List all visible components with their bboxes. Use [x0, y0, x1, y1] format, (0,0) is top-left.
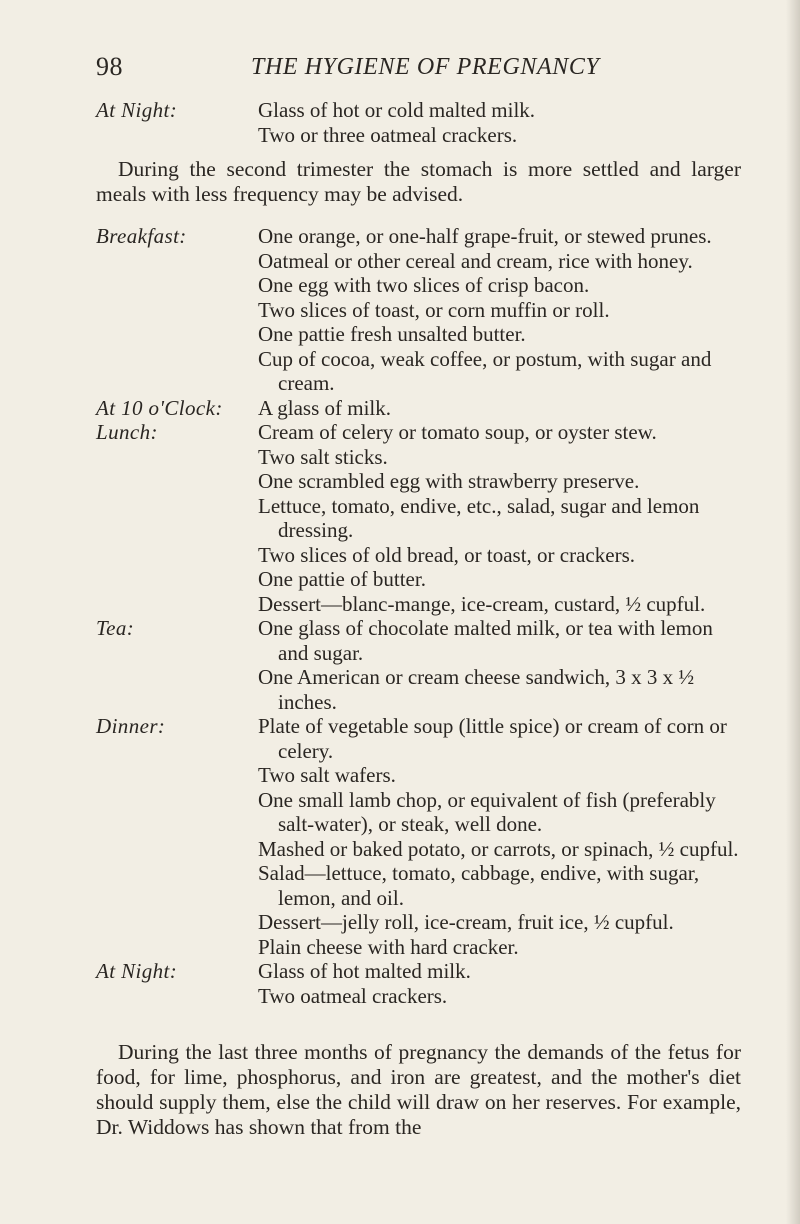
menu-item: One scrambled egg with strawberry preserve.: [258, 469, 640, 493]
menu-item: Two salt sticks.: [258, 444, 388, 469]
meal-items: [258, 396, 741, 421]
meal-items: [258, 420, 741, 616]
running-title: THE HYGIENE OF PREGNANCY: [251, 54, 600, 80]
menu-item: One small lamb chop, or equivalent of fish (preferably salt-water), or steak, well done.: [258, 787, 716, 836]
meal-breakfast: [96, 224, 741, 396]
meal-items: [258, 616, 741, 714]
menu-item: One egg with two slices of crisp bacon.: [258, 273, 590, 297]
page-edge-shadow: [786, 0, 800, 1224]
menu-item: Two oatmeal crackers.: [258, 983, 448, 1008]
menu-item: Cream of celery or tomato soup, or oyster stew.: [258, 420, 657, 444]
menu-item: Cup of cocoa, weak coffee, or postum, with sugar and cream.: [258, 346, 712, 395]
top-meal-block: [96, 98, 741, 147]
menu-item: Salad—lettuce, tomato, cabbage, endive, with sugar, lemon, and oil.: [258, 861, 700, 910]
menu-item: Two salt wafers.: [258, 763, 396, 787]
menu-block: [96, 224, 741, 1008]
meal-label: Breakfast:: [96, 224, 187, 248]
meal-tea: [96, 616, 741, 714]
meal-dinner: [96, 714, 741, 959]
menu-item: One orange, or one-half grape-fruit, or stewed prunes.: [258, 224, 712, 248]
meal-label: At 10 o'Clock:: [96, 395, 223, 420]
menu-item: One glass of chocolate malted milk, or tea with lemon and sugar.: [258, 616, 713, 665]
meal-label: At Night:: [96, 98, 178, 122]
menu-item: One pattie fresh unsalted butter.: [258, 322, 526, 346]
meal-label: At Night:: [96, 959, 178, 983]
menu-item: Glass of hot malted milk.: [258, 959, 471, 983]
meal-label: Tea:: [96, 616, 135, 640]
intro-paragraph: During the second trimester the stomach is more settled and larger meals with less frequency may be advised.: [96, 157, 741, 206]
menu-item: Two slices of old bread, or toast, or crackers.: [258, 542, 635, 567]
menu-item: Two or three oatmeal crackers.: [258, 122, 518, 147]
menu-item: One pattie of butter.: [258, 567, 426, 591]
menu-item: Plate of vegetable soup (little spice) or cream of corn or celery.: [258, 714, 727, 763]
menu-item: Mashed or baked potato, or carrots, or spinach, ½ cupful.: [258, 836, 739, 861]
meal-items: [258, 98, 741, 147]
meal-at-night-first: [96, 98, 741, 147]
meal-items: [258, 224, 741, 396]
page-header: [96, 52, 736, 88]
menu-item: Oatmeal or other cereal and cream, rice with honey.: [258, 248, 693, 273]
menu-item: Dessert—jelly roll, ice-cream, fruit ice, ½ cupful.: [258, 910, 674, 934]
menu-item: Glass of hot or cold malted milk.: [258, 98, 536, 122]
menu-item: One American or cream cheese sandwich, 3 x 3 x ½ inches.: [258, 665, 695, 714]
meal-items: [258, 959, 741, 1008]
meal-label: Lunch:: [96, 420, 158, 444]
menu-item: A glass of milk.: [258, 395, 392, 420]
meal-items: [258, 714, 741, 959]
menu-item: Dessert—blanc-mange, ice-cream, custard, ½ cupful.: [258, 591, 706, 616]
meal-lunch: [96, 420, 741, 616]
meal-ten-oclock: [96, 396, 741, 421]
closing-paragraph: During the last three months of pregnancy the demands of the fetus for food, for lime, phosphorus, and iron are greatest, and the mother's diet should supply them, else the child will draw on her reserves. For example, Dr. Widdows has shown that from the: [96, 1040, 741, 1139]
menu-item: Two slices of toast, or corn muffin or roll.: [258, 297, 610, 322]
meal-label: Dinner:: [96, 714, 166, 738]
menu-item: Lettuce, tomato, endive, etc., salad, sugar and lemon dressing.: [258, 493, 700, 542]
meal-at-night-second: [96, 959, 741, 1008]
page-number: 98: [96, 52, 123, 81]
menu-item: Plain cheese with hard cracker.: [258, 934, 519, 959]
